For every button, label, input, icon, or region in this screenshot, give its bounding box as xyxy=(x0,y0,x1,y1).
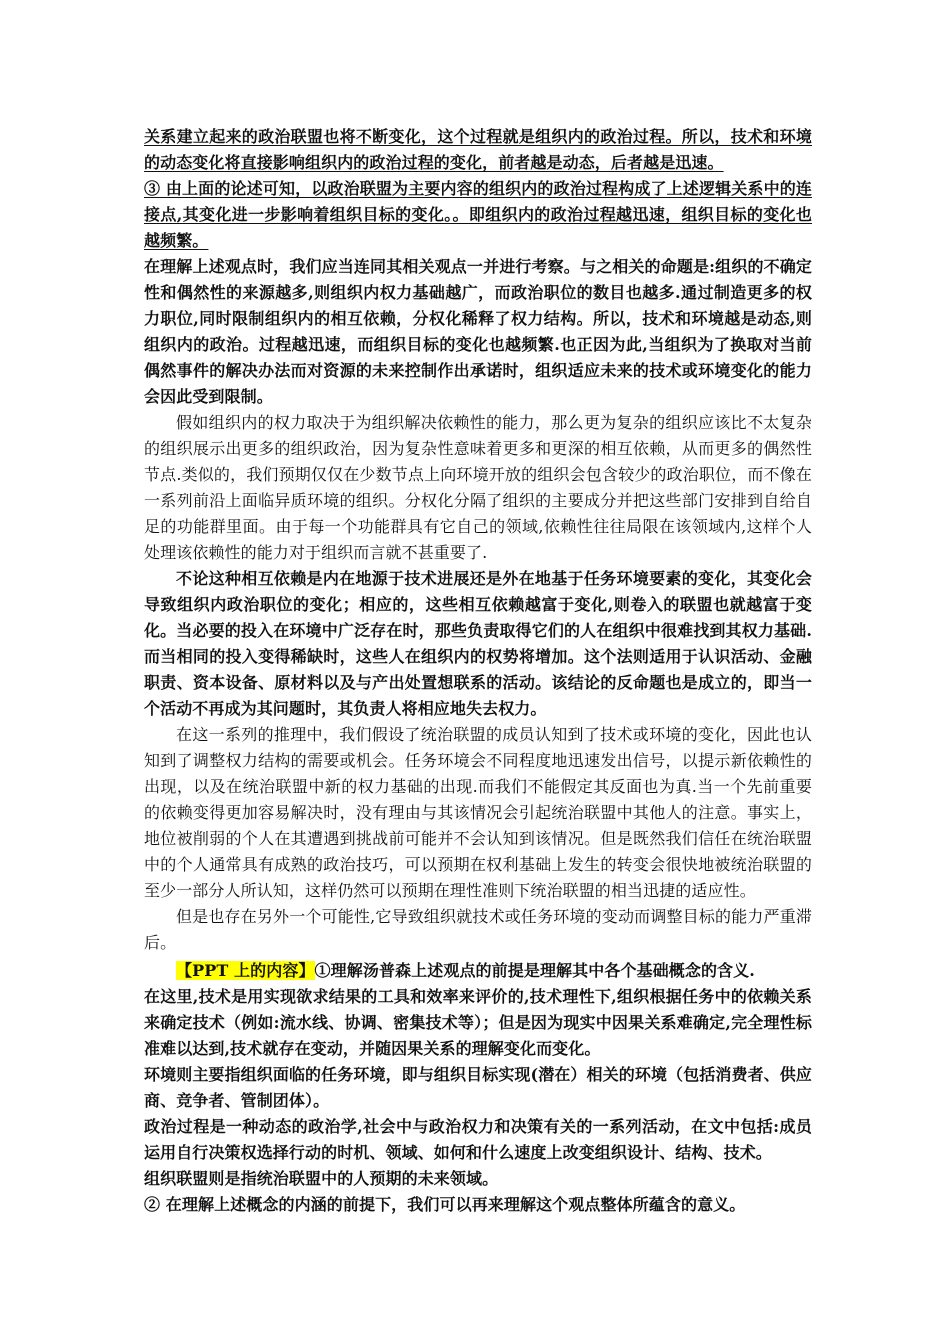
paragraph-related-propositions: 在理解上述观点时，我们应当连同其相关观点一并进行考察。与之相关的命题是:组织的不确定性和偶然性的来源越多,则组织内权力基础越广，而政治职位的数目也越多.通过制造更多的权力职位,同时限制组织内的相互依赖，分权化稀释了权力结构。所以，技术和环境越是动态,则组织内的政治。过程越迅速，而组织目标的变化也越频繁.也正因为此,当组织为了换取对当前偶然事件的解决办法而对资源的未来控制作出承诺时，组织适应未来的技术或环境变化的能力会因此受到限制。 xyxy=(144,257,812,406)
paragraph-political-process-change: 关系建立起来的政治联盟也将不断变化，这个过程就是组织内的政治过程。所以，技术和环境的动态变化将直接影响组织内的政治过程的变化，前者越是动态，后者越是迅速。 xyxy=(144,127,812,172)
paragraph-interdependence: 不论这种相互依赖是内在地源于技术进展还是外在地基于任务环境要素的变化，其变化会导致组织内政治职位的变化；相应的，这些相互依赖越富于变化,则卷入的联盟也就越富于变化。当必要的投入在环境中广泛存在时，那些负责取得它们的人在组织中很难找到其权力基础.而当相同的投入变得稀缺时，这些人在组织内的权势将增加。这个法则适用于认识活动、金融职责、资本设备、原材料以及与产出处置想联系的活动。该结论的反命题也是成立的，即当一个活动不再成为其问题时，其负责人将相应地失去权力。 xyxy=(144,569,812,718)
paragraph-dominant-coalition: 在这一系列的推理中，我们假设了统治联盟的成员认知到了技术或环境的变化，因此也认知到了调整权力结构的需要或机会。任务环境会不同程度地迅速发出信号，以提示新依赖性的出现，以及在统治联盟中新的权力基础的出现.而我们不能假定其反面也为真.当一个先前重要的依赖变得更加容易解决时，没有理由与其该情况会引起统治联盟中其他人的注意。事实上，地位被削弱的个人在其遭遇到挑战前可能并不会认知到该情况。但是既然我们信任在统治联盟中的个人通常具有成熟的政治技巧，可以预期在权利基础上发生的转变会很快地被统治联盟的至少一部分人所认知，这样仍然可以预期在理性准则下统治联盟的相当迅捷的适应性。 xyxy=(144,725,812,900)
ppt-technology-definition: 在这里,技术是用实现欲求结果的工具和效率来评价的,技术理性下,组织根据任务中的依赖关系来确定技术（例如:流水线、协调、密集技术等）；但是因为现实中因果关系难确定,完全理性标准难以达到,技术就存在变动，并随因果关系的理解变化而变化。 xyxy=(144,987,812,1058)
ppt-content-tag: 【PPT 上的内容】 xyxy=(176,961,315,980)
ppt-coalition-definition: 组织联盟则是指统治联盟中的人预期的未来领域。 xyxy=(144,1169,499,1188)
paragraph-point-three: ③ 由上面的论述可知，以政治联盟为主要内容的组织内的政治过程构成了上述逻辑关系中的连接点,其变化进一步影响着组织目标的变化。。即组织内的政治过程越迅速，组织目标的变化也越频繁。 xyxy=(144,179,812,250)
paragraph-another-possibility: 但是也存在另外一个可能性,它导致组织就技术或任务环境的变动而调整目标的能力严重滞后。 xyxy=(144,907,812,952)
document-page xyxy=(144,124,812,1218)
ppt-intro-line xyxy=(144,958,812,984)
ppt-point-two: ② 在理解上述概念的内涵的前提下，我们可以再来理解这个观点整体所蕴含的意义。 xyxy=(144,1195,746,1214)
paragraph-complex-organization: 假如组织内的权力取决于为组织解决依赖性的能力，那么更为复杂的组织应该比不太复杂的组织展示出更多的组织政治，因为复杂性意味着更多和更深的相互依赖，从而更多的偶然性节点.类似的，我们预期仅仅在少数节点上向环境开放的组织会包含较少的政治职位，而不像在一系列前沿上面临异质环境的组织。分权化分隔了组织的主要成分并把这些部门安排到自给自足的功能群里面。由于每一个功能群具有它自己的领域,依赖性往往局限在该领域内,这样个人处理该依赖性的能力对于组织而言就不甚重要了. xyxy=(144,413,812,562)
ppt-environment-definition: 环境则主要指组织面临的任务环境，即与组织目标实现(潜在）相关的环境（包括消费者、供应商、竞争者、管制团体）。 xyxy=(144,1065,812,1110)
ppt-political-process-definition: 政治过程是一种动态的政治学,社会中与政治权力和决策有关的一系列活动，在文中包括:成员运用自行决策权选择行动的时机、领域、如何和什么速度上改变组织设计、结构、技术。 xyxy=(144,1117,812,1162)
ppt-intro-text: ①理解汤普森上述观点的前提是理解其中各个基础概念的含义. xyxy=(314,961,755,980)
